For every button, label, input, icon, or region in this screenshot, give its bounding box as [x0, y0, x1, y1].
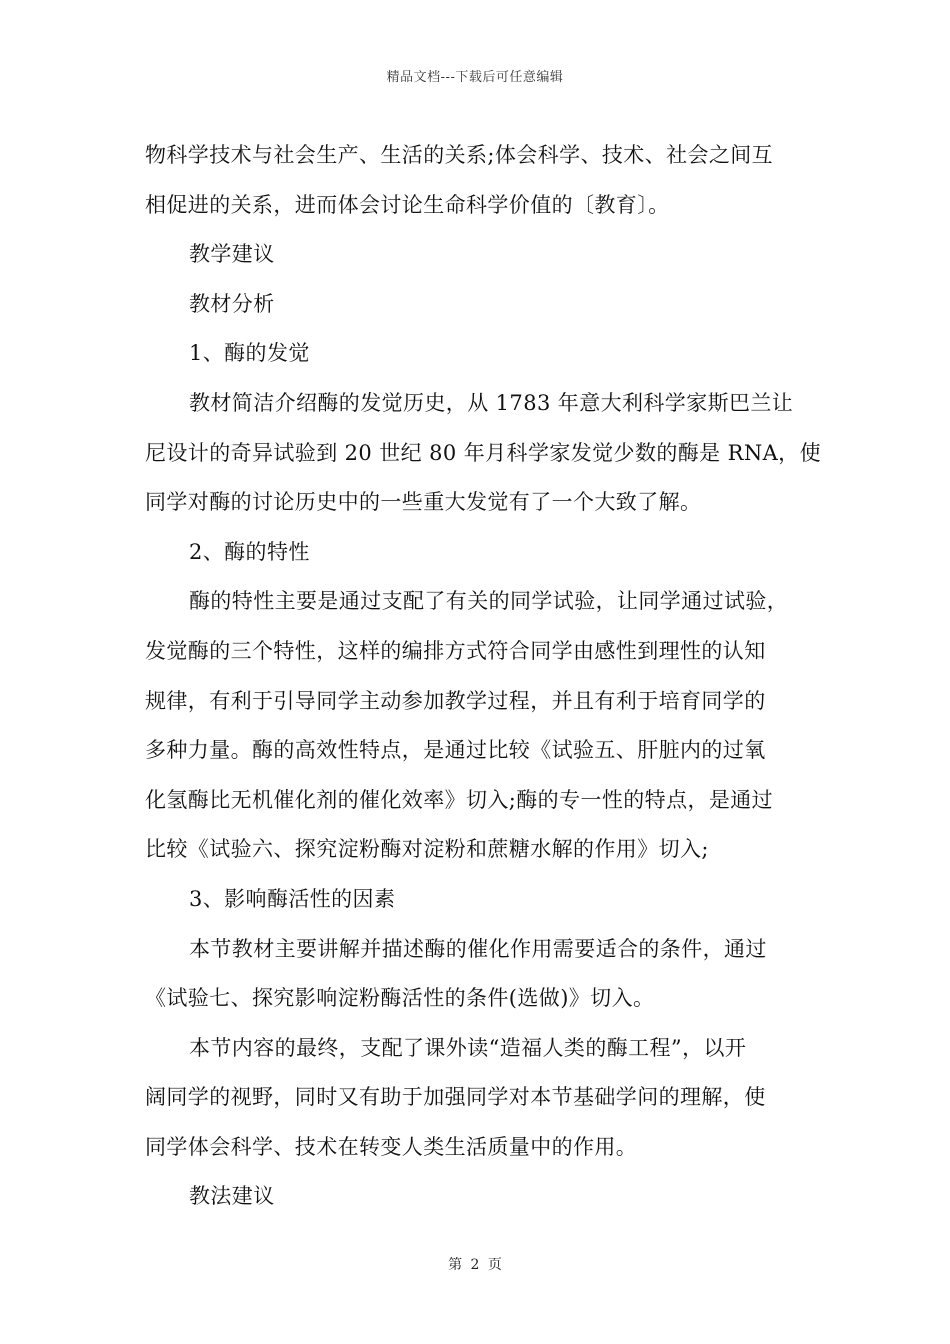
- body-line: 同学体会科学、技术在转变人类生活质量中的作用。: [145, 1134, 638, 1159]
- body-line: 化氢酶比无机催化剂的催化效率》切入;酶的专一性的特点，是通过: [145, 787, 774, 812]
- body-line: 尼设计的奇异试验到 20 世纪 80 年月科学家发觉少数的酶是 RNA，使: [145, 440, 821, 465]
- subsection-heading: 2、酶的特性: [189, 539, 310, 564]
- body-line: 规律，有利于引导同学主动参加教学过程，并且有利于培育同学的: [145, 688, 766, 713]
- subsection-heading: 1、酶的发觉: [189, 341, 310, 366]
- section-heading: 教材分析: [189, 291, 275, 316]
- body-line: 多种力量。酶的高效性特点，是通过比较《试验五、肝脏内的过氧: [145, 738, 766, 763]
- section-heading: 教学建议: [189, 242, 275, 267]
- body-line: 本节教材主要讲解并描述酶的催化作用需要适合的条件，通过: [189, 936, 767, 961]
- section-heading: 教法建议: [189, 1184, 275, 1209]
- body-line: 酶的特性主要是通过支配了有关的同学试验，让同学通过试验，: [189, 589, 789, 614]
- body-line: 物科学技术与社会生产、生活的关系;体会科学、技术、社会之间互: [145, 143, 774, 167]
- body-line: 本节内容的最终，支配了课外读“造福人类的酶工程”，以开: [189, 1035, 747, 1060]
- page-header: 精品文档---下载后可任意编辑: [386, 70, 564, 85]
- body-line: 《试验七、探究影响淀粉酶活性的条件(选做)》切入。: [145, 986, 655, 1011]
- body-line: 教材简洁介绍酶的发觉历史，从 1783 年意大利科学家斯巴兰让: [189, 390, 794, 415]
- body-line: 相促进的关系，进而体会讨论生命科学价值的〔教育〕。: [145, 192, 670, 217]
- body-line: 阔同学的视野，同时又有助于加强同学对本节基础学问的理解，使: [145, 1085, 766, 1110]
- page-number: 第 2 页: [448, 1257, 502, 1273]
- subsection-heading: 3、影响酶活性的因素: [189, 886, 396, 911]
- document-body: [145, 131, 821, 1222]
- body-line: 比较《试验六、探究淀粉酶对淀粉和蔗糖水解的作用》切入;: [145, 837, 709, 862]
- body-line: 同学对酶的讨论历史中的一些重大发觉有了一个大致了解。: [145, 490, 702, 515]
- body-line: 发觉酶的三个特性，这样的编排方式符合同学由感性到理性的认知: [145, 638, 766, 663]
